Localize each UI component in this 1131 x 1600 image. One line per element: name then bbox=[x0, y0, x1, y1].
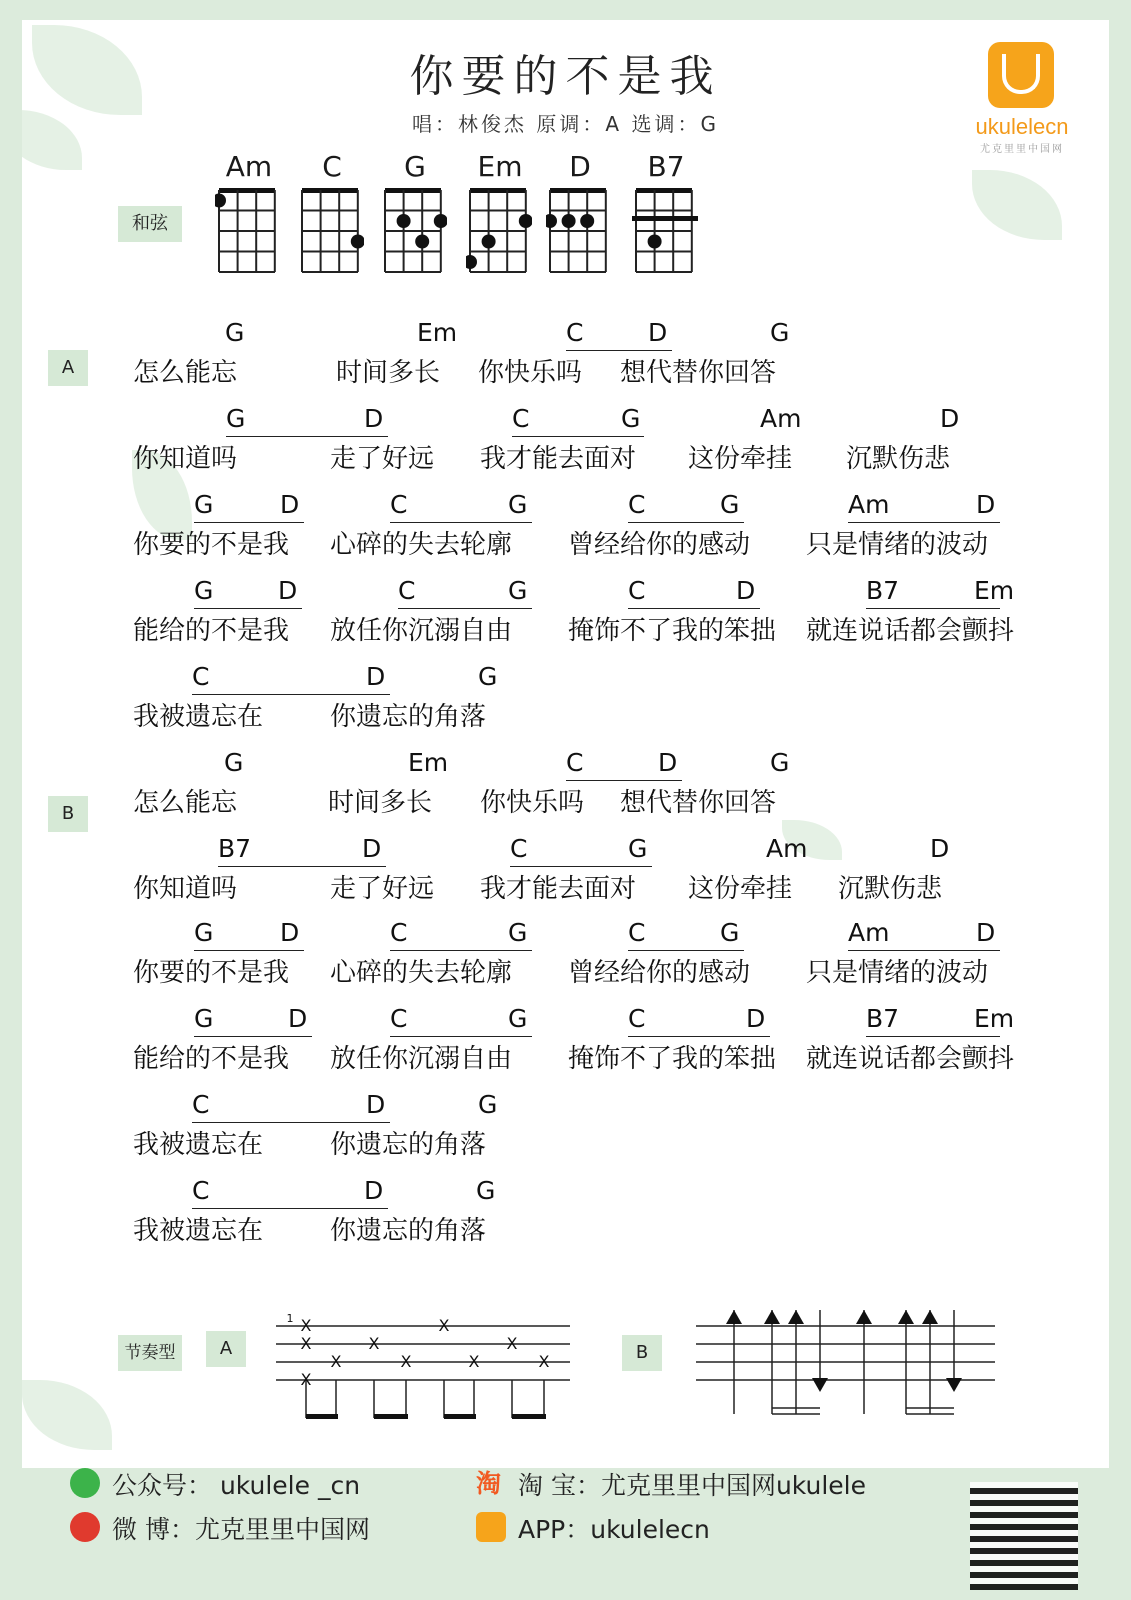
chord-label: C bbox=[390, 490, 408, 519]
chord-label: D bbox=[288, 1004, 308, 1033]
rhythm-x: X bbox=[468, 1352, 480, 1371]
chord-label: C bbox=[628, 918, 646, 947]
rhythm-x: X bbox=[300, 1334, 312, 1353]
chord-label: B7 bbox=[866, 576, 900, 605]
chord-tie-line bbox=[226, 436, 388, 437]
lyric-phrase: 时间多长 bbox=[328, 788, 433, 818]
chord-label: C bbox=[192, 1090, 210, 1119]
chord-label: C bbox=[628, 576, 646, 605]
chord-label: Am bbox=[766, 834, 808, 863]
leaf-decoration bbox=[22, 1380, 112, 1450]
lyric-phrase: 只是情绪的波动 bbox=[806, 958, 989, 988]
chord-label: C bbox=[628, 490, 646, 519]
leaf-decoration bbox=[972, 170, 1062, 240]
weibo-account: 微 博：尤克里里中国网 bbox=[112, 1515, 370, 1544]
chord-label: G bbox=[478, 662, 498, 691]
chord-label: G bbox=[508, 918, 528, 947]
chord-label: G bbox=[194, 1004, 214, 1033]
app-icon bbox=[476, 1512, 506, 1542]
chord-label: G bbox=[476, 1176, 496, 1205]
song-subtitle: 唱：林俊杰 原调：A 选调：G bbox=[412, 112, 719, 136]
chord-tie-line bbox=[218, 866, 386, 867]
chord-tie-line bbox=[390, 522, 532, 523]
lyric-phrase: 能给的不是我 bbox=[133, 616, 290, 646]
chord-label: D bbox=[364, 1176, 384, 1205]
chord-label: G bbox=[770, 318, 790, 347]
song-title: 你要的不是我 bbox=[409, 51, 722, 102]
rhythm-pattern-b bbox=[690, 1300, 1000, 1425]
lyric-phrase: 沉默伤悲 bbox=[838, 874, 943, 904]
lyric-phrase: 曾经给你的感动 bbox=[568, 958, 751, 988]
rhythm-x: X bbox=[438, 1316, 450, 1335]
logo-text: ukulelecn bbox=[975, 114, 1069, 139]
chord-label: G bbox=[194, 576, 214, 605]
lyric-phrase: 我被遗忘在 bbox=[133, 1216, 264, 1246]
chord-label: G bbox=[628, 834, 648, 863]
chord-tie-line bbox=[866, 608, 1000, 609]
lyric-phrase: 想代替你回答 bbox=[620, 358, 777, 388]
lyric-phrase: 怎么能忘 bbox=[133, 358, 238, 388]
chord-tie-line bbox=[848, 950, 1000, 951]
chord-label: D bbox=[976, 918, 996, 947]
chord-label: D bbox=[362, 834, 382, 863]
rhythm-x: X bbox=[538, 1352, 550, 1371]
chord-label: D bbox=[976, 490, 996, 519]
chord-label: D bbox=[940, 404, 960, 433]
chord-diagram-name: Em bbox=[477, 150, 523, 183]
chord-tie-line bbox=[566, 350, 672, 351]
chord-tie-line bbox=[398, 608, 532, 609]
chord-label: D bbox=[366, 1090, 386, 1119]
lyric-phrase: 掩饰不了我的笨拙 bbox=[568, 616, 777, 646]
chord-label: D bbox=[930, 834, 950, 863]
rhythm-a-label: A bbox=[206, 1331, 246, 1367]
lyric-phrase: 心碎的失去轮廓 bbox=[330, 958, 513, 988]
footer bbox=[0, 1468, 1131, 1600]
qr-code[interactable] bbox=[970, 1482, 1078, 1590]
lyric-phrase: 你知道吗 bbox=[133, 874, 238, 904]
chord-tie-line bbox=[194, 950, 304, 951]
chord-label: Em bbox=[408, 748, 449, 777]
chord-tie-line bbox=[510, 866, 652, 867]
rhythm-beat-one: 1 bbox=[286, 1312, 294, 1325]
lyric-phrase: 就连说话都会颤抖 bbox=[806, 1044, 1015, 1074]
lyric-phrase: 这份牵挂 bbox=[688, 444, 793, 474]
chord-label: G bbox=[224, 748, 244, 777]
lyric-phrase: 走了好远 bbox=[330, 874, 435, 904]
chord-label: B7 bbox=[218, 834, 252, 863]
chord-label: B7 bbox=[866, 1004, 900, 1033]
lyric-phrase: 我被遗忘在 bbox=[133, 702, 264, 732]
weibo-icon bbox=[70, 1512, 100, 1542]
rhythm-label: 节奏型 bbox=[118, 1335, 182, 1371]
lyric-phrase: 你要的不是我 bbox=[133, 958, 290, 988]
chord-label: G bbox=[194, 490, 214, 519]
lyric-phrase: 沉默伤悲 bbox=[846, 444, 951, 474]
lyric-phrase: 放任你沉溺自由 bbox=[330, 616, 513, 646]
chord-label: Am bbox=[848, 490, 890, 519]
wechat-icon bbox=[70, 1468, 100, 1498]
chord-label: G bbox=[194, 918, 214, 947]
lyric-phrase: 你要的不是我 bbox=[133, 530, 290, 560]
section-b-label: B bbox=[48, 796, 88, 832]
lyric-phrase: 你遗忘的角落 bbox=[330, 1216, 487, 1246]
rhythm-b-label: B bbox=[622, 1335, 662, 1371]
chord-tie-line bbox=[628, 950, 744, 951]
chord-label: G bbox=[508, 1004, 528, 1033]
rhythm-pattern-a bbox=[270, 1310, 580, 1425]
lyric-phrase: 能给的不是我 bbox=[133, 1044, 290, 1074]
chord-diagram-name: Am bbox=[225, 150, 273, 183]
chord-label: G bbox=[226, 404, 246, 433]
chord-label: G bbox=[225, 318, 245, 347]
chord-label: C bbox=[512, 404, 530, 433]
chord-tie-line bbox=[194, 608, 302, 609]
chord-tie-line bbox=[194, 1036, 312, 1037]
chord-label: Em bbox=[417, 318, 458, 347]
lyric-phrase: 你快乐吗 bbox=[480, 788, 585, 818]
chord-tie-line bbox=[390, 1036, 532, 1037]
lyric-phrase: 你快乐吗 bbox=[478, 358, 583, 388]
chord-label: D bbox=[366, 662, 386, 691]
chord-label: Em bbox=[974, 1004, 1015, 1033]
lyric-phrase: 曾经给你的感动 bbox=[568, 530, 751, 560]
chord-label: Am bbox=[760, 404, 802, 433]
chord-diagram-grid bbox=[381, 186, 447, 276]
chord-label: D bbox=[364, 404, 384, 433]
chord-label: D bbox=[280, 918, 300, 947]
lyric-phrase: 你遗忘的角落 bbox=[330, 1130, 487, 1160]
chord-tie-line bbox=[192, 1208, 388, 1209]
chord-label: C bbox=[390, 1004, 408, 1033]
chord-label: G bbox=[621, 404, 641, 433]
lyric-phrase: 你遗忘的角落 bbox=[330, 702, 487, 732]
lyric-phrase: 我才能去面对 bbox=[480, 874, 637, 904]
lyric-phrase: 我才能去面对 bbox=[480, 444, 637, 474]
section-a-label: A bbox=[48, 350, 88, 386]
chord-tie-line bbox=[390, 950, 532, 951]
lyric-phrase: 只是情绪的波动 bbox=[806, 530, 989, 560]
chord-label: G bbox=[508, 490, 528, 519]
chord-label: G bbox=[508, 576, 528, 605]
chord-tie-line bbox=[194, 522, 304, 523]
ukulelecn-logo-icon bbox=[988, 42, 1054, 108]
chord-diagram-name: C bbox=[322, 150, 342, 183]
chord-label: C bbox=[192, 662, 210, 691]
chord-diagram-name: D bbox=[569, 150, 591, 183]
chord-label: C bbox=[566, 318, 584, 347]
chord-tie-line bbox=[566, 780, 682, 781]
wechat-account: 公众号： ukulele _cn bbox=[112, 1471, 361, 1500]
taobao-shop: 淘 宝：尤克里里中国网ukulele bbox=[518, 1471, 866, 1500]
chord-label: D bbox=[280, 490, 300, 519]
rhythm-x: X bbox=[300, 1316, 312, 1335]
chord-label: Am bbox=[848, 918, 890, 947]
app-name: APP：ukulelecn bbox=[518, 1515, 710, 1544]
logo-subtext: 尤克里里中国网 bbox=[980, 144, 1064, 155]
lyric-phrase: 你知道吗 bbox=[133, 444, 238, 474]
chord-label: D bbox=[278, 576, 298, 605]
chord-diagram-grid bbox=[466, 186, 532, 276]
chord-diagram-grid bbox=[298, 186, 364, 276]
chord-diagram-grid bbox=[632, 186, 698, 276]
chord-tie-line bbox=[628, 522, 744, 523]
chord-tie-line bbox=[192, 694, 390, 695]
chord-label: D bbox=[648, 318, 668, 347]
lyric-phrase: 我被遗忘在 bbox=[133, 1130, 264, 1160]
chords-label: 和弦 bbox=[118, 206, 182, 242]
chord-diagram-grid bbox=[215, 186, 281, 276]
chord-label: C bbox=[566, 748, 584, 777]
lyric-phrase: 走了好远 bbox=[330, 444, 435, 474]
lyric-phrase: 放任你沉溺自由 bbox=[330, 1044, 513, 1074]
chord-label: Em bbox=[974, 576, 1015, 605]
lyric-phrase: 怎么能忘 bbox=[133, 788, 238, 818]
chord-diagram-name: G bbox=[404, 150, 426, 183]
chord-label: D bbox=[658, 748, 678, 777]
chord-label: C bbox=[390, 918, 408, 947]
chord-tie-line bbox=[512, 436, 644, 437]
rhythm-x: X bbox=[330, 1352, 342, 1371]
chord-tie-line bbox=[192, 1122, 390, 1123]
chord-label: C bbox=[192, 1176, 210, 1205]
chord-tie-line bbox=[628, 608, 760, 609]
chord-diagram-grid bbox=[546, 186, 612, 276]
chord-tie-line bbox=[848, 522, 1000, 523]
rhythm-x: X bbox=[368, 1334, 380, 1353]
chord-label: G bbox=[720, 490, 740, 519]
chord-label: G bbox=[720, 918, 740, 947]
chord-label: G bbox=[770, 748, 790, 777]
lyric-phrase: 时间多长 bbox=[336, 358, 441, 388]
lyric-phrase: 心碎的失去轮廓 bbox=[330, 530, 513, 560]
rhythm-x: X bbox=[506, 1334, 518, 1353]
rhythm-x: X bbox=[400, 1352, 412, 1371]
chord-tie-line bbox=[628, 1036, 770, 1037]
chord-tie-line bbox=[866, 1036, 1000, 1037]
lyric-phrase: 想代替你回答 bbox=[620, 788, 777, 818]
lyric-phrase: 就连说话都会颤抖 bbox=[806, 616, 1015, 646]
lyric-phrase: 这份牵挂 bbox=[688, 874, 793, 904]
chord-label: D bbox=[736, 576, 756, 605]
chord-label: C bbox=[398, 576, 416, 605]
chord-label: C bbox=[510, 834, 528, 863]
chord-label: G bbox=[478, 1090, 498, 1119]
chord-label: D bbox=[746, 1004, 766, 1033]
chord-label: C bbox=[628, 1004, 646, 1033]
taobao-icon: 淘 bbox=[476, 1469, 502, 1498]
chord-diagram-name: B7 bbox=[647, 150, 685, 183]
lyric-phrase: 掩饰不了我的笨拙 bbox=[568, 1044, 777, 1074]
rhythm-x: X bbox=[300, 1370, 312, 1389]
